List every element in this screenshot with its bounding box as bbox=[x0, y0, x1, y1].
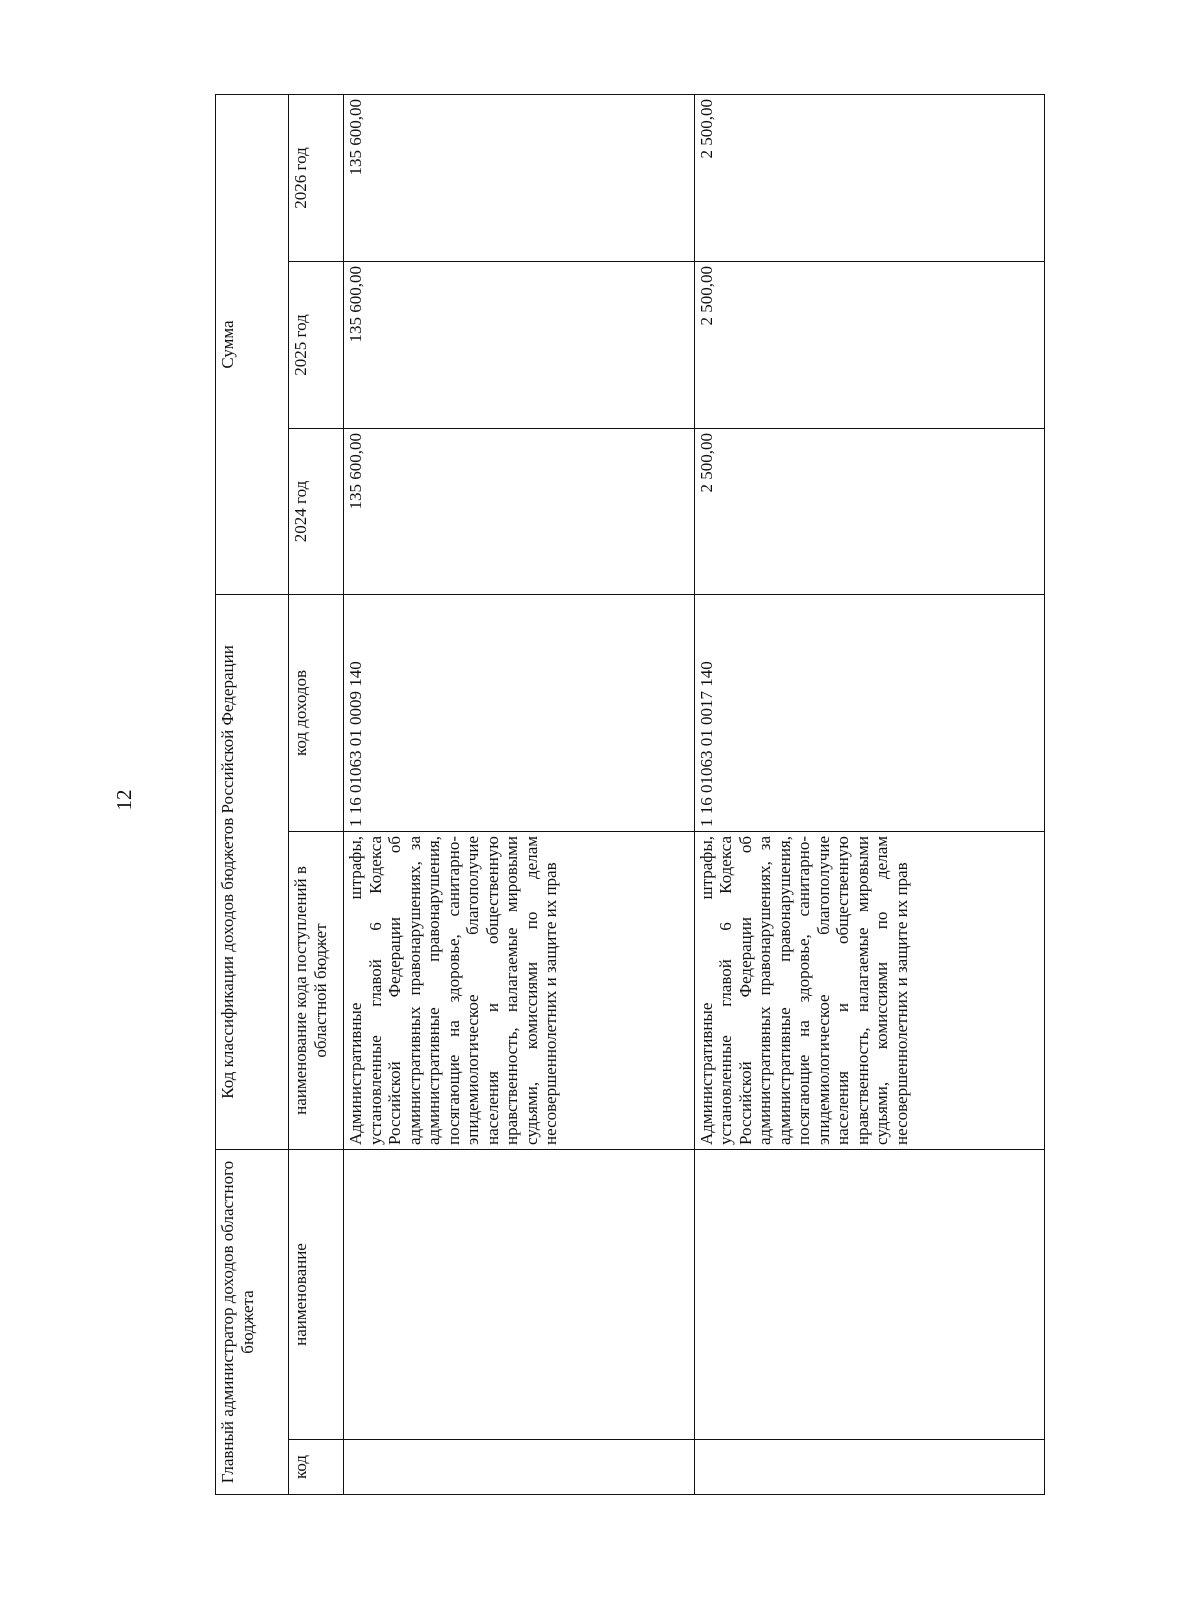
header-income-name: наименование кода поступлений в областной бюджет bbox=[289, 832, 344, 1150]
header-income-code: код доходов bbox=[289, 594, 344, 831]
header-row-1 bbox=[216, 94, 289, 1494]
cell-admin-code bbox=[344, 1440, 695, 1495]
cell-sum-2024: 2 500,00 bbox=[694, 428, 1045, 594]
cell-income-name: Административные штрафы, установленные главой 6 Кодекса Российской Федерации об административных правонарушениях, за административные правонарушения, посягающие на здоровье, санитарно-эпидемиологическое благополучие населения и общественную нравственность, налагаемые мировыми судьями, комиссиями по делам несовершеннолетних и защите их прав bbox=[344, 832, 695, 1150]
cell-income-name: Административные штрафы, установленные главой 6 Кодекса Российской Федерации об административных правонарушениях, за административные правонарушения, посягающие на здоровье, санитарно-эпидемиологическое благополучие населения и общественную нравственность, налагаемые мировыми судьями, комиссиями по делам несовершеннолетних и защите их прав bbox=[694, 832, 1045, 1150]
header-year-2024: 2024 год bbox=[289, 428, 344, 594]
header-admin-name: наименование bbox=[289, 1150, 344, 1440]
page-number: 12 bbox=[112, 789, 136, 811]
header-row-2 bbox=[289, 94, 344, 1494]
cell-sum-2025: 135 600,00 bbox=[344, 261, 695, 428]
header-classification-group: Код классификации доходов бюджетов Российской Федерации bbox=[216, 594, 289, 1149]
header-year-2026: 2026 год bbox=[289, 94, 344, 261]
cell-admin-code bbox=[694, 1440, 1045, 1495]
table-row bbox=[344, 94, 695, 1494]
cell-income-code: 1 16 01063 01 0017 140 bbox=[694, 594, 1045, 831]
header-admin-group: Главный администратор доходов областного бюджета bbox=[216, 1150, 289, 1495]
header-year-2025: 2025 год bbox=[289, 261, 344, 428]
header-admin-code: код bbox=[289, 1440, 344, 1495]
cell-admin-name bbox=[344, 1150, 695, 1440]
cell-admin-name bbox=[694, 1150, 1045, 1440]
cell-sum-2026: 135 600,00 bbox=[344, 94, 695, 261]
rotated-table bbox=[215, 95, 1045, 1495]
income-table bbox=[215, 94, 1045, 1495]
cell-income-code: 1 16 01063 01 0009 140 bbox=[344, 594, 695, 831]
cell-sum-2026: 2 500,00 bbox=[694, 94, 1045, 261]
table-row bbox=[694, 94, 1045, 1494]
cell-sum-2025: 2 500,00 bbox=[694, 261, 1045, 428]
header-sum-group: Сумма bbox=[216, 94, 289, 594]
cell-sum-2024: 135 600,00 bbox=[344, 428, 695, 594]
